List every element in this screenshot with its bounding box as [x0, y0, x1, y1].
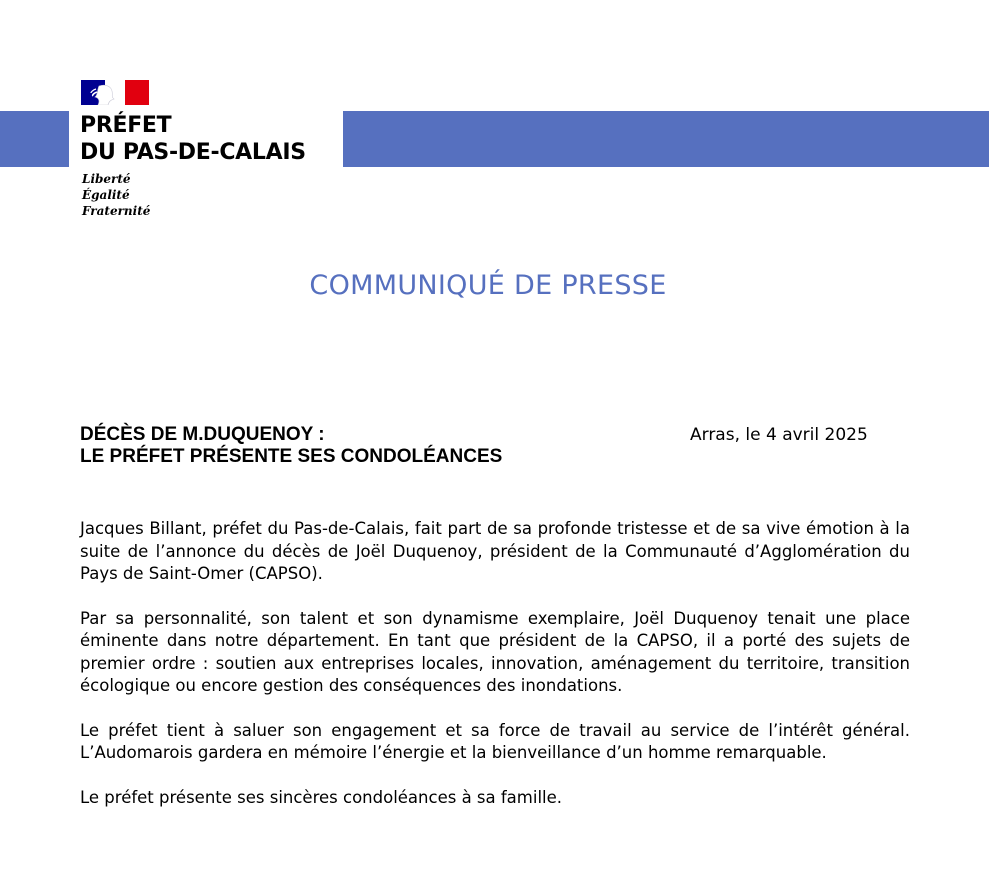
republic-motto	[82, 171, 150, 219]
headline	[80, 424, 502, 468]
body-paragraph-4: Le préfet présente ses sincères condoléances à sa famille.	[80, 787, 563, 807]
body-text	[80, 518, 910, 809]
body-paragraph-3: Le préfet tient à saluer son engagement et sa force de travail au service de l’intérêt général. L’Audomarois gardera en mémoire l’énergie et la bienveillance d’un homme remarquable.	[80, 720, 910, 762]
motto-fraternite: Fraternité	[82, 204, 151, 218]
logo-title-line1: PRÉFET	[80, 113, 172, 138]
body-paragraph-1: Jacques Billant, préfet du Pas-de-Calais, fait part de sa profonde tristesse et de sa vive émotion à la suite de l’annonce du décès de Joël Duquenoy, président de la Communauté d’Agglomération du Pays de Saint-Omer (CAPSO).	[80, 519, 910, 583]
motto-liberte: Liberté	[82, 172, 131, 186]
logo-title-line2: DU PAS-DE-CALAIS	[80, 140, 306, 165]
body-paragraph-2: Par sa personnalité, son talent et son dynamisme exemplaire, Joël Duquenoy tenait une place éminente dans notre département. En tant que président de la CAPSO, il a porté des sujets de premier ordre : soutien aux entreprises locales, innovation, aménagement du territoire, transition écologique ou encore gestion des conséquences des inondations.	[80, 608, 910, 695]
headline-line1: DÉCÈS DE M.DUQUENOY :	[80, 424, 325, 445]
headline-line2: LE PRÉFET PRÉSENTE SES CONDOLÉANCES	[80, 446, 503, 467]
marianne-flag-icon	[81, 80, 149, 105]
press-release-title: COMMUNIQUÉ DE PRESSE	[309, 270, 667, 301]
dateline: Arras, le 4 avril 2025	[690, 425, 868, 445]
logo-title	[80, 112, 306, 166]
flag-red-band	[125, 80, 149, 105]
prefecture-logo	[69, 70, 343, 220]
motto-egalite: Égalité	[82, 188, 130, 202]
